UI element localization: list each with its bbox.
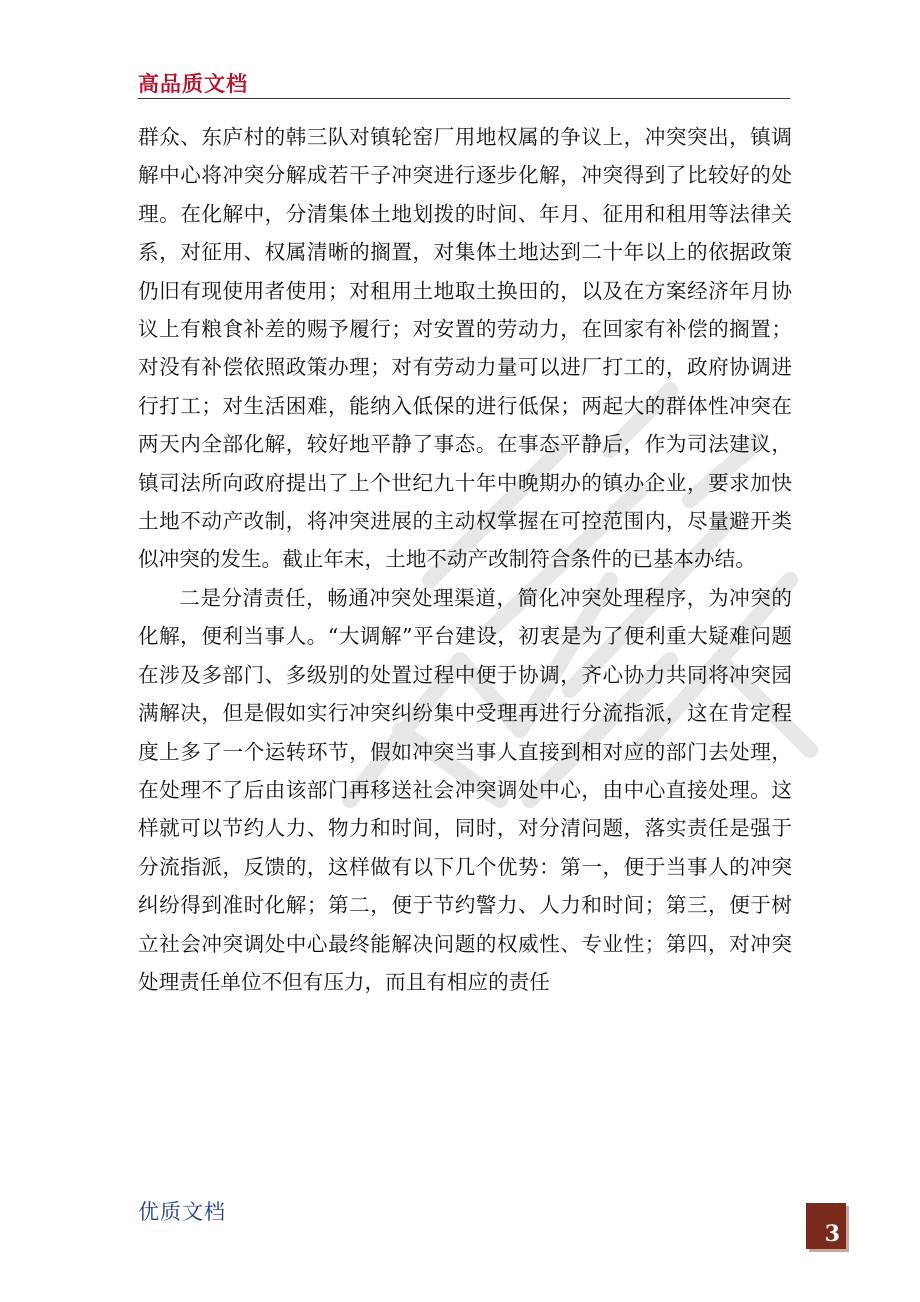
- footer-title: 优质文档: [138, 1200, 226, 1224]
- document-body: [138, 118, 792, 1001]
- body-paragraph-2: 二是分清责任，畅通冲突处理渠道，简化冲突处理程序，为冲突的化解，便利当事人。“大调解”平台建设，初衷是为了便利重大疑难问题在涉及多部门、多级别的处置过程中便于协调，齐心协力共同将冲突园满解决，但是假如实行冲突纠纷集中受理再进行分流指派，这在肯定程度上多了一个运转环节，假如冲突当事人直接到相对应的部门去处理，在处理不了后由该部门再移送社会冲突调处中心，由中心直接处理。这样就可以节约人力、物力和时间，同时，对分清问题，落实责任是强于分流指派，反馈的，这样做有以下几个优势：第一，便于当事人的冲突纠纷得到准时化解；第二，便于节约警力、人力和时间；第三，便于树立社会冲突调处中心最终能解决问题的权威性、专业性；第四，对冲突处理责任单位不但有压力，而且有相应的责任: [138, 585, 792, 994]
- page-header: [138, 66, 790, 99]
- page-number-badge: [806, 1203, 846, 1249]
- body-paragraph-1: 群众、东庐村的韩三队对镇轮窑厂用地权属的争议上，冲突突出，镇调解中心将冲突分解成若干子冲突进行逐步化解，冲突得到了比较好的处理。在化解中，分清集体土地划拨的时间、年月、征用和租用等法律关系，对征用、权属清晰的搁置，对集体土地达到二十年以上的依据政策仍旧有现使用者使用；对租用土地取土换田的，以及在方案经济年月协议上有粮食补差的赐予履行；对安置的劳动力，在回家有补偿的搁置；对没有补偿依照政策办理；对有劳动力量可以进厂打工的，政府协调进行打工；对生活困难，能纳入低保的进行低保；两起大的群体性冲突在两天内全部化解，较好地平静了事态。在事态平静后，作为司法建议，镇司法所向政府提出了上个世纪九十年中晚期办的镇办企业，要求加快土地不动产改制，将冲突进展的主动权掌握在可控范围内，尽量避开类似冲突的发生。截止年末，土地不动产改制符合条件的已基本办结。: [138, 125, 792, 572]
- page-number: 3: [824, 1221, 840, 1247]
- header-title: 高品质文档: [138, 72, 248, 96]
